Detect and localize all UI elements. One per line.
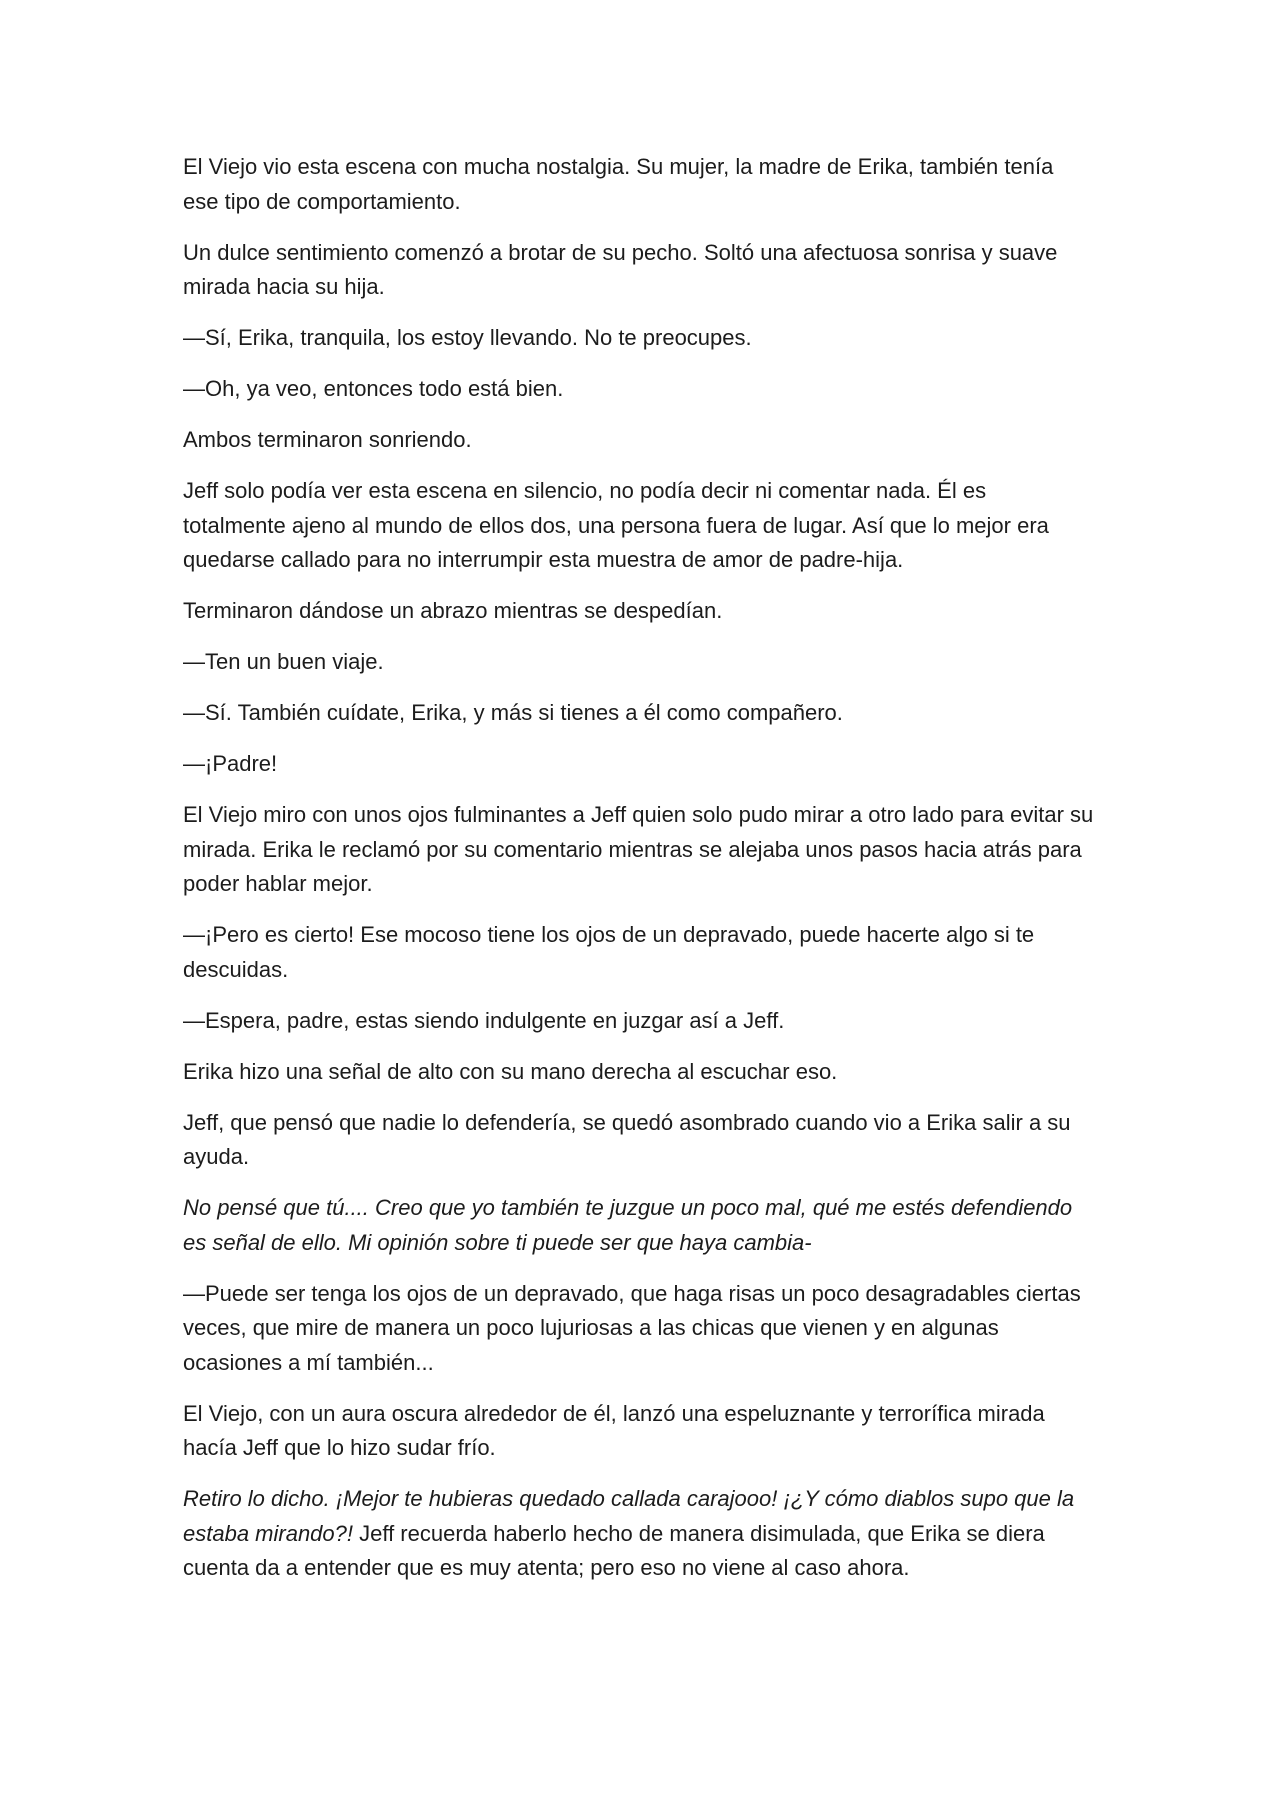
paragraph: Ambos terminaron sonriendo. — [183, 427, 472, 452]
document-body — [183, 150, 1094, 1586]
dialogue-line: —Puede ser tenga los ojos de un depravado, que haga risas un poco desagradables ciertas veces, que mire de manera un poco lujuriosas a las chicas que vienen y en algunas ocasiones a mí también... — [183, 1280, 1081, 1375]
paragraph: Jeff solo podía ver esta escena en silencio, no podía decir ni comentar nada. Él es totalmente ajeno al mundo de ellos dos, una persona fuera de lugar. Así que lo mejor era quedarse callado para no interrumpir esta muestra de amor de padre-hija. — [183, 478, 1049, 572]
paragraph: Un dulce sentimiento comenzó a brotar de su pecho. Soltó una afectuosa sonrisa y suave mirada hacia su hija. — [183, 239, 1058, 299]
paragraph: El Viejo vio esta escena con mucha nostalgia. Su mujer, la madre de Erika, también tenía ese tipo de comportamiento. — [183, 154, 1054, 214]
dialogue-line: —¡Padre! — [183, 751, 278, 776]
inner-thought-text: No pensé que tú.... Creo que yo también te juzgue un poco mal, qué me estés defendiendo es señal de ello. Mi opinión sobre ti puede ser que haya cambia- — [183, 1195, 1073, 1255]
inner-thought-text: Retiro lo dicho. ¡Mejor te hubieras quedado callada carajooo! ¡¿Y cómo diablos supo que la estaba mirando?! — [183, 1486, 1075, 1546]
mixed-paragraph — [183, 1482, 1094, 1586]
dialogue-line: —Oh, ya veo, entonces todo está bien. — [183, 376, 564, 401]
paragraph: El Viejo miro con unos ojos fulminantes a Jeff quien solo pudo mirar a otro lado para evitar su mirada. Erika le reclamó por su comentario mientras se alejaba unos pasos hacia atrás para poder hablar mejor. — [183, 802, 1094, 896]
dialogue-line: —Ten un buen viaje. — [183, 649, 384, 674]
dialogue-line: —Sí. También cuídate, Erika, y más si tienes a él como compañero. — [183, 700, 843, 725]
paragraph: El Viejo, con un aura oscura alrededor de él, lanzó una espeluznante y terrorífica mirada hacía Jeff que lo hizo sudar frío. — [183, 1400, 1045, 1460]
dialogue-line: —Espera, padre, estas siendo indulgente en juzgar así a Jeff. — [183, 1007, 785, 1033]
paragraph: Terminaron dándose un abrazo mientras se despedían. — [183, 598, 723, 623]
inner-thought-paragraph — [183, 1191, 1094, 1260]
paragraph: Jeff, que pensó que nadie lo defendería, se quedó asombrado cuando vio a Erika salir a su ayuda. — [183, 1109, 1071, 1169]
dialogue-line: —¡Pero es cierto! Ese mocoso tiene los ojos de un depravado, puede hacerte algo si te descuidas. — [183, 922, 1035, 982]
dialogue-line: —Sí, Erika, tranquila, los estoy llevando. No te preocupes. — [183, 325, 752, 350]
narration-text: Jeff recuerda haberlo hecho de manera disimulada, que Erika se diera cuenta da a entender que es muy atenta; pero eso no viene al caso ahora. — [183, 1520, 1045, 1580]
paragraph: Erika hizo una señal de alto con su mano derecha al escuchar eso. — [183, 1058, 838, 1084]
